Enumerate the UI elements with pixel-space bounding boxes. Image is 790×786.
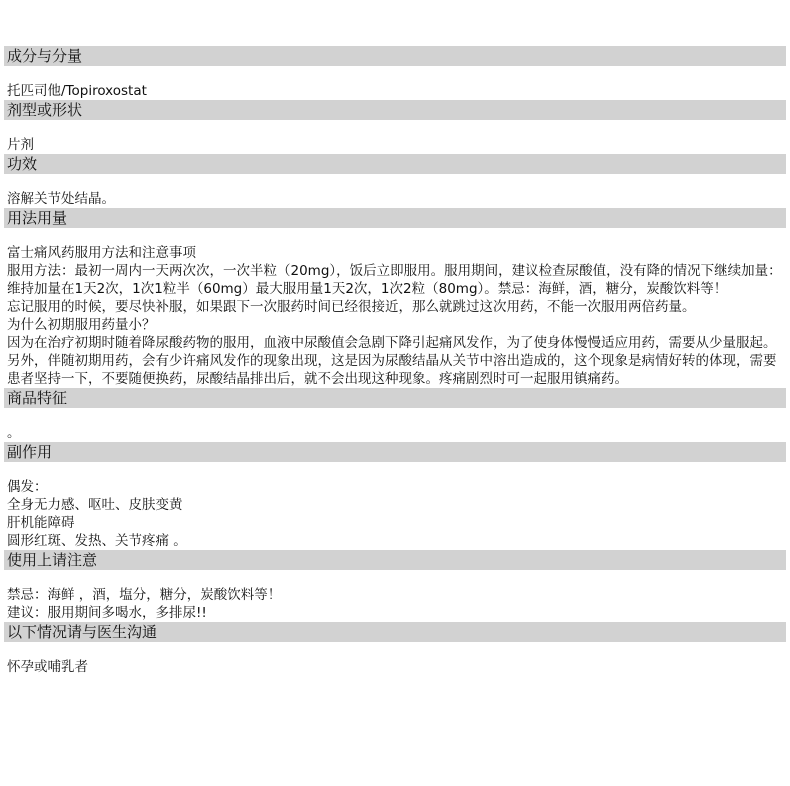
side-effect-line: 肝机能障碍 <box>7 515 75 531</box>
section-heading: 使用上请注意 <box>4 550 786 570</box>
section-heading: 副作用 <box>4 442 786 462</box>
section-ingredients <box>4 46 786 100</box>
dosage-form-text: 片剂 <box>7 137 34 153</box>
product-info-document <box>4 46 786 676</box>
section-dosage-form <box>4 100 786 154</box>
section-heading: 以下情况请与医生沟通 <box>4 622 786 642</box>
usage-question: 为什么初期服用药量小？ <box>7 317 156 333</box>
side-effect-line: 偶发： <box>7 479 48 495</box>
precaution-line: 禁忌：海鲜 ，酒，塩分，糖分，炭酸饮料等！ <box>7 587 282 603</box>
section-heading: 商品特征 <box>4 388 786 408</box>
section-heading: 成分与分量 <box>4 46 786 66</box>
usage-missed-dose: 忘记服用的时候，要尽快补服，如果跟下一次服药时间已经很接近，那么就跳过这次用药，不能一次服用两倍药量。 <box>7 299 696 315</box>
usage-subtitle: 富士痛风药服用方法和注意事项 <box>7 245 196 261</box>
efficacy-text: 溶解关节处结晶。 <box>7 191 115 207</box>
usage-reason: 因为在治疗初期时随着降尿酸药物的服用，血液中尿酸值会急剧下降引起痛风发作，为了使身体慢慢适应用药，需要从少量服起。 <box>7 335 777 351</box>
precaution-line: 建议：服用期间多喝水，多排尿!! <box>7 605 207 621</box>
section-efficacy <box>4 154 786 208</box>
section-precautions <box>4 550 786 622</box>
usage-method: 服用方法：最初一周内一天两次次，一次半粒（20mg），饭后立即服用。服用期间，建议检查尿酸值，没有降的情况下继续加量：维持加量在1天2次，1次1粒半（60mg）最大服用量1天2次，1次2粒（80mg）。禁忌：海鲜，酒，糖分，炭酸饮料等！ <box>7 263 782 297</box>
section-features <box>4 388 786 442</box>
ingredient-text: 托匹司他/Topiroxostat <box>7 83 147 99</box>
usage-note: 另外，伴随初期用药，会有少许痛风发作的现象出现，这是因为尿酸结晶从关节中溶出造成的，这个现象是病情好转的体现，需要患者坚持一下，不要随便换药，尿酸结晶排出后，就不会出现这种现象。疼痛剧烈时可一起服用镇痛药。 <box>7 353 777 387</box>
side-effect-line: 圆形红斑、发热、关节疼痛 。 <box>7 533 187 549</box>
features-text: 。 <box>7 425 21 441</box>
section-usage <box>4 208 786 388</box>
section-heading: 功效 <box>4 154 786 174</box>
section-heading: 剂型或形状 <box>4 100 786 120</box>
section-heading: 用法用量 <box>4 208 786 228</box>
section-side-effects <box>4 442 786 550</box>
consult-text: 怀孕或哺乳者 <box>7 659 88 675</box>
side-effect-line: 全身无力感、呕吐、皮肤变黄 <box>7 497 183 513</box>
section-consult-doctor <box>4 622 786 676</box>
